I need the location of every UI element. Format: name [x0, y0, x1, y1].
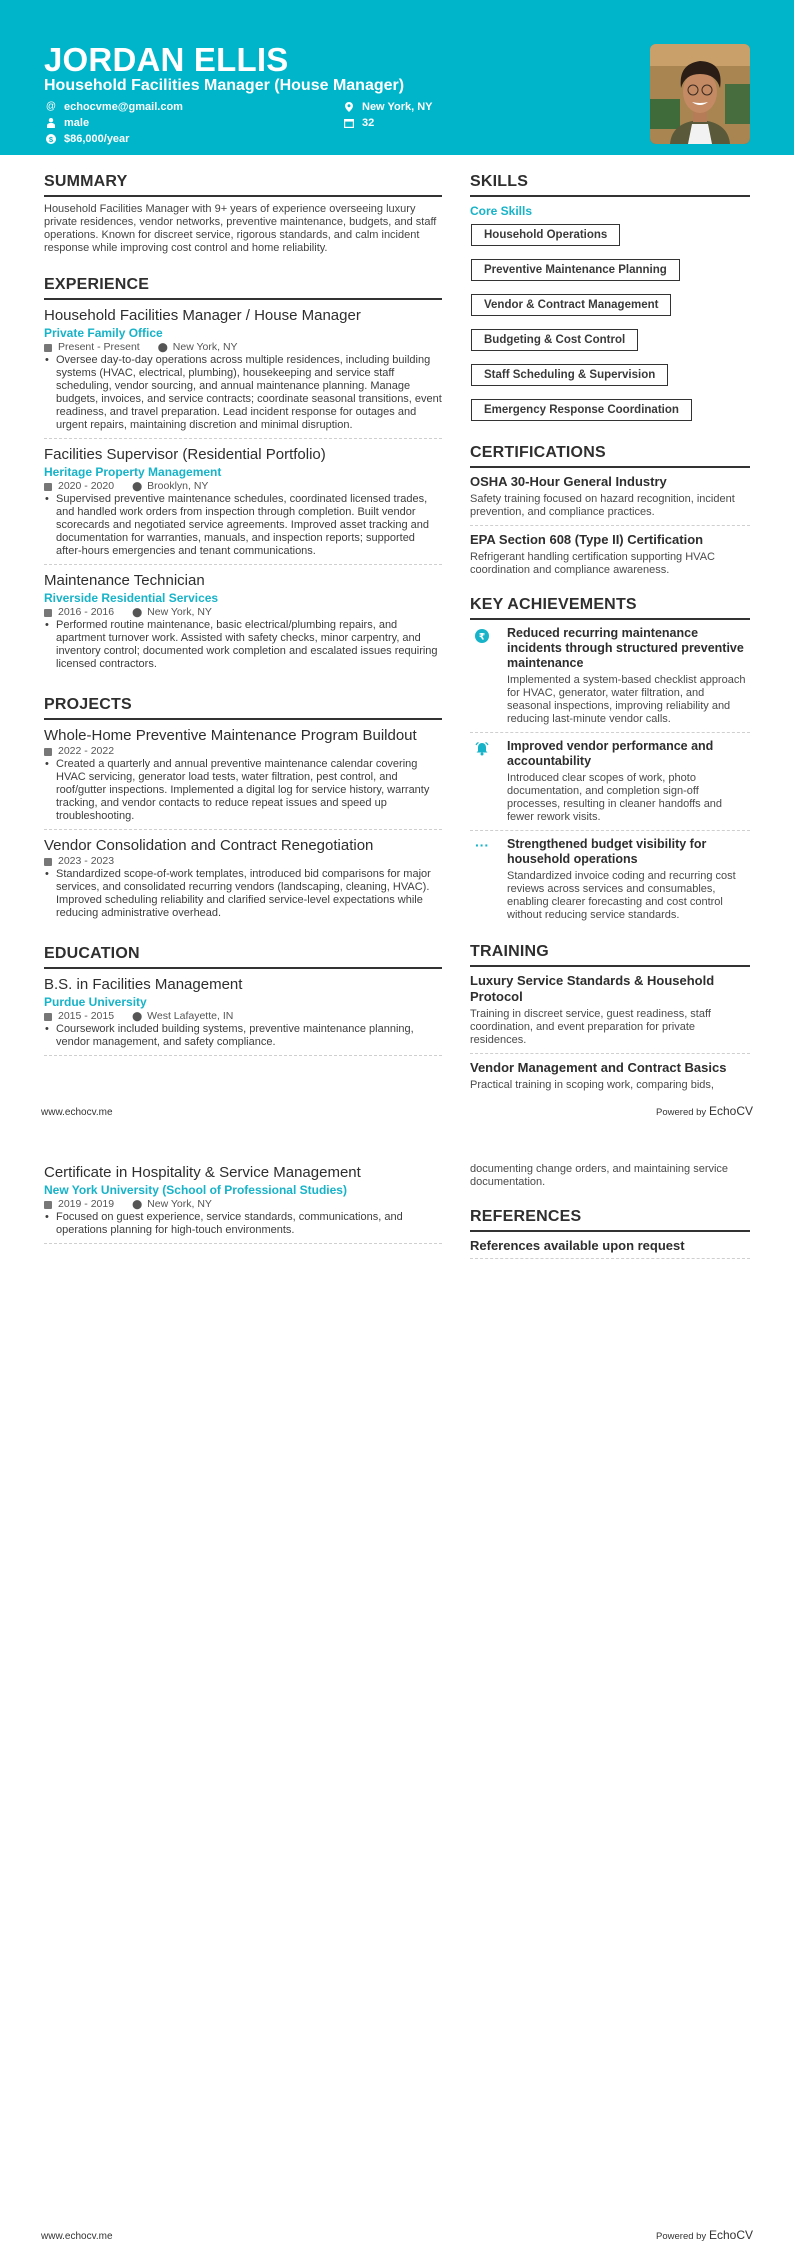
- footer-website-link[interactable]: www.echocv.me: [41, 2231, 113, 2242]
- entry-meta: [44, 855, 442, 868]
- skills-section: [470, 172, 750, 431]
- training-title: Vendor Management and Contract Basics: [470, 1060, 727, 1075]
- skill-tag: Emergency Response Coordination: [471, 399, 692, 421]
- skill-tag: Vendor & Contract Management: [471, 294, 671, 316]
- certification-desc: Safety training focused on hazard recognition, incident prevention, and compliance practices.: [470, 493, 735, 518]
- skill-tag: Preventive Maintenance Planning: [471, 259, 680, 281]
- education-entry: [44, 1163, 442, 1244]
- svg-text:₹: ₹: [478, 632, 486, 643]
- entry-location: West Lafayette, IN: [147, 1010, 234, 1022]
- experience-section: [44, 275, 442, 677]
- page-footer: [41, 2228, 753, 2242]
- candidate-title: Household Facilities Manager (House Manager): [44, 77, 405, 94]
- entry-location: Brooklyn, NY: [147, 480, 209, 492]
- map-pin-icon: ⬤: [132, 607, 143, 617]
- entry-meta: [44, 606, 442, 619]
- certification-title: OSHA 30-Hour General Industry: [470, 474, 667, 489]
- achievement-title: Improved vendor performance and accountability: [507, 739, 714, 768]
- job-title: Maintenance Technician: [44, 572, 205, 589]
- institution-name: Purdue University: [44, 995, 147, 1009]
- entry-location: New York, NY: [147, 1198, 212, 1210]
- calendar-icon: [44, 1013, 52, 1021]
- entry-dates: 2022 - 2022: [58, 745, 115, 757]
- entry-dates: 2020 - 2020: [58, 480, 115, 492]
- experience-entry: [44, 445, 442, 565]
- entry-bullet: • Coursework included building systems, preventive maintenance planning, vendor management, and safety compliance.: [44, 1023, 442, 1049]
- degree-title: Certificate in Hospitality & Service Management: [44, 1164, 361, 1181]
- references-text: References available upon request: [470, 1238, 750, 1259]
- map-pin-icon: ⬤: [157, 342, 168, 352]
- training-desc: Training in discreet service, guest readiness, staff coordination, and event preparation for private residences.: [470, 1008, 711, 1046]
- calendar-icon: [44, 483, 52, 491]
- achievement-entry: [470, 739, 750, 831]
- certifications-section: [470, 443, 750, 577]
- calendar-icon: [44, 748, 52, 756]
- section-heading-summary: SUMMARY: [44, 172, 442, 197]
- certification-entry: [470, 532, 750, 577]
- section-heading-experience: EXPERIENCE: [44, 275, 442, 300]
- entry-meta: [44, 1198, 442, 1211]
- employer-name: Private Family Office: [44, 326, 163, 340]
- certification-title: EPA Section 608 (Type II) Certification: [470, 532, 704, 547]
- job-title: Household Facilities Manager / House Manager: [44, 307, 361, 324]
- rupee-coin-icon: [475, 630, 489, 647]
- achievement-desc: Implemented a system-based checklist approach for HVAC, generator, water filtration, and seasonal inspections, improving reliability and reducing last-minute vendor calls.: [507, 674, 746, 725]
- entry-bullet: • Oversee day-to-day operations across multiple residences, including building systems (HVAC, electrical, plumbing), housekeeping and service staff scheduling, vendor sourcing, and annual maintenance planning. Manage budgets, invoices, and service contracts; coordinate seasonal transitions, event readiness, and travel preparation. Lead incident response for outages and urgent repairs, maintaining discretion and minimal disruption.: [44, 354, 442, 432]
- at-sign-icon: @: [45, 101, 57, 112]
- resume-header: [0, 0, 794, 155]
- section-heading-certifications: CERTIFICATIONS: [470, 443, 750, 468]
- footer-website-link[interactable]: www.echocv.me: [41, 1107, 113, 1118]
- ellipsis-icon: ···: [475, 837, 489, 853]
- achievements-section: [470, 595, 750, 928]
- entry-dates: 2016 - 2016: [58, 606, 115, 618]
- employer-name: Riverside Residential Services: [44, 591, 219, 605]
- contact-email[interactable]: @ echocvme@gmail.com: [45, 101, 183, 113]
- skill-tag-list: [470, 221, 750, 431]
- calendar-icon: [344, 118, 354, 128]
- achievement-desc: Standardized invoice coding and recurring cost reviews across services and consumables, enabling clearer forecasting and cost control without reducing service standards.: [507, 870, 736, 921]
- project-entry: [44, 726, 442, 830]
- summary-text: Household Facilities Manager with 9+ years of experience overseeing luxury private residences, vendor networks, preventive maintenance, budgets, and staff operations. Known for discreet service, rigorous standards, and calm incident response while improving cost control and home reliability.: [44, 203, 437, 254]
- entry-dates: 2019 - 2019: [58, 1198, 115, 1210]
- brand-logo: EchoCV: [708, 1104, 753, 1118]
- dollar-coin-icon: [46, 134, 56, 144]
- skills-subheading: Core Skills: [470, 204, 533, 218]
- profile-photo: [650, 44, 750, 144]
- brand-logo: EchoCV: [708, 2228, 753, 2242]
- contact-age: 32: [344, 116, 374, 130]
- contact-gender: male: [46, 116, 89, 130]
- experience-entry: [44, 306, 442, 439]
- certification-entry: [470, 474, 750, 526]
- right-column-page2: [470, 1163, 750, 1259]
- section-heading-references: REFERENCES: [470, 1207, 750, 1232]
- entry-dates: Present - Present: [58, 341, 140, 353]
- achievement-title: Strengthened budget visibility for household operations: [507, 837, 707, 866]
- candidate-name: JORDAN ELLIS: [44, 41, 289, 78]
- achievement-title: Reduced recurring maintenance incidents through structured preventive maintenance: [507, 626, 744, 670]
- entry-location: New York, NY: [172, 341, 238, 353]
- skill-tag: Budgeting & Cost Control: [471, 329, 638, 351]
- entry-meta: [44, 480, 442, 493]
- map-pin-icon: ⬤: [132, 1199, 143, 1209]
- calendar-icon: [44, 1201, 52, 1209]
- entry-location: New York, NY: [147, 606, 212, 618]
- employer-name: Heritage Property Management: [44, 465, 222, 479]
- training-desc: Practical training in scoping work, comparing bids,: [470, 1079, 714, 1091]
- education-section: [44, 944, 442, 1056]
- achievement-desc: Introduced clear scopes of work, photo documentation, and completion sign-off processes, resulting in cleaner handoffs and fewer rework visits.: [507, 772, 723, 823]
- experience-entry: [44, 571, 442, 677]
- references-section: [470, 1207, 750, 1259]
- footer-powered-by: Powered by EchoCV: [656, 1104, 753, 1118]
- calendar-icon: [44, 344, 52, 352]
- section-heading-education: EDUCATION: [44, 944, 442, 969]
- skill-tag: Staff Scheduling & Supervision: [471, 364, 668, 386]
- map-pin-icon: ⬤: [132, 481, 143, 491]
- training-title: Luxury Service Standards & Household Protocol: [470, 973, 715, 1004]
- entry-bullet: • Standardized scope-of-work templates, introduced bid comparisons for major services, and consolidated recurring vendors (landscaping, cleaning, HVAC). Improved scheduling reliability and clarified service-level expectations while reducing administrative overhead.: [44, 868, 442, 920]
- entry-dates: 2015 - 2015: [58, 1010, 115, 1022]
- project-entry: [44, 836, 442, 926]
- map-pin-icon: [344, 102, 354, 112]
- achievement-entry: [470, 626, 750, 733]
- training-entry: [470, 1060, 750, 1092]
- training-section: [470, 942, 750, 1092]
- map-pin-icon: ⬤: [132, 1011, 143, 1021]
- skill-tag: Household Operations: [471, 224, 620, 246]
- degree-title: B.S. in Facilities Management: [44, 976, 243, 993]
- entry-bullet: • Focused on guest experience, service standards, communications, and operations planning for high-touch environments.: [44, 1211, 442, 1237]
- summary-section: [44, 172, 442, 255]
- calendar-icon: [44, 858, 52, 866]
- entry-dates: 2023 - 2023: [58, 855, 115, 867]
- person-icon: [46, 118, 56, 128]
- training-desc-continued: documenting change orders, and maintaining service documentation.: [470, 1163, 729, 1188]
- section-heading-skills: SKILLS: [470, 172, 750, 197]
- section-heading-achievements: KEY ACHIEVEMENTS: [470, 595, 750, 620]
- bell-icon: [475, 743, 489, 760]
- certification-desc: Refrigerant handling certification supporting HVAC coordination and compliance awareness.: [470, 551, 715, 576]
- footer-powered-by: Powered by EchoCV: [656, 2228, 753, 2242]
- entry-bullet: • Supervised preventive maintenance schedules, coordinated licensed trades, and handled work orders from inspection through completion. Built vendor scorecards and negotiated service agreements. Improved asset tracking and documentation for warranties, manuals, and inspection reports; supported after-hours emergencies and tenant communications.: [44, 493, 442, 558]
- training-entry: [470, 973, 750, 1054]
- section-heading-projects: PROJECTS: [44, 695, 442, 720]
- right-column-page1: [470, 172, 750, 1092]
- contact-location: New York, NY: [344, 100, 433, 114]
- left-column-page1: [44, 172, 442, 1062]
- project-title: Vendor Consolidation and Contract Renegotiation: [44, 837, 374, 854]
- entry-meta: [44, 341, 442, 354]
- section-heading-training: TRAINING: [470, 942, 750, 967]
- education-entry: [44, 975, 442, 1056]
- entry-bullet: • Performed routine maintenance, basic electrical/plumbing repairs, and apartment turnover work. Assisted with safety checks, minor carpentry, and inventory control; documented work completion and escalated issues requiring licensed contractors.: [44, 619, 442, 671]
- entry-meta: [44, 745, 442, 758]
- job-title: Facilities Supervisor (Residential Portfolio): [44, 446, 326, 463]
- page-footer: [41, 1104, 753, 1118]
- institution-name: New York University (School of Professional Studies): [44, 1183, 347, 1197]
- left-column-page2: [44, 1163, 442, 1250]
- svg-text:$: $: [48, 134, 54, 144]
- entry-bullet: • Created a quarterly and annual preventive maintenance calendar covering HVAC servicing, generator load tests, water filtration, pest control, and roof/gutter inspections. Implemented a digital log for service history, warranty tracking, and vendor contacts to reduce repeat issues and speed up troubleshooting.: [44, 758, 442, 823]
- entry-meta: [44, 1010, 442, 1023]
- calendar-icon: [44, 609, 52, 617]
- contact-salary: $ $86,000/year: [46, 132, 129, 146]
- achievement-entry: [470, 837, 750, 928]
- projects-section: [44, 695, 442, 926]
- project-title: Whole-Home Preventive Maintenance Program Buildout: [44, 727, 417, 744]
